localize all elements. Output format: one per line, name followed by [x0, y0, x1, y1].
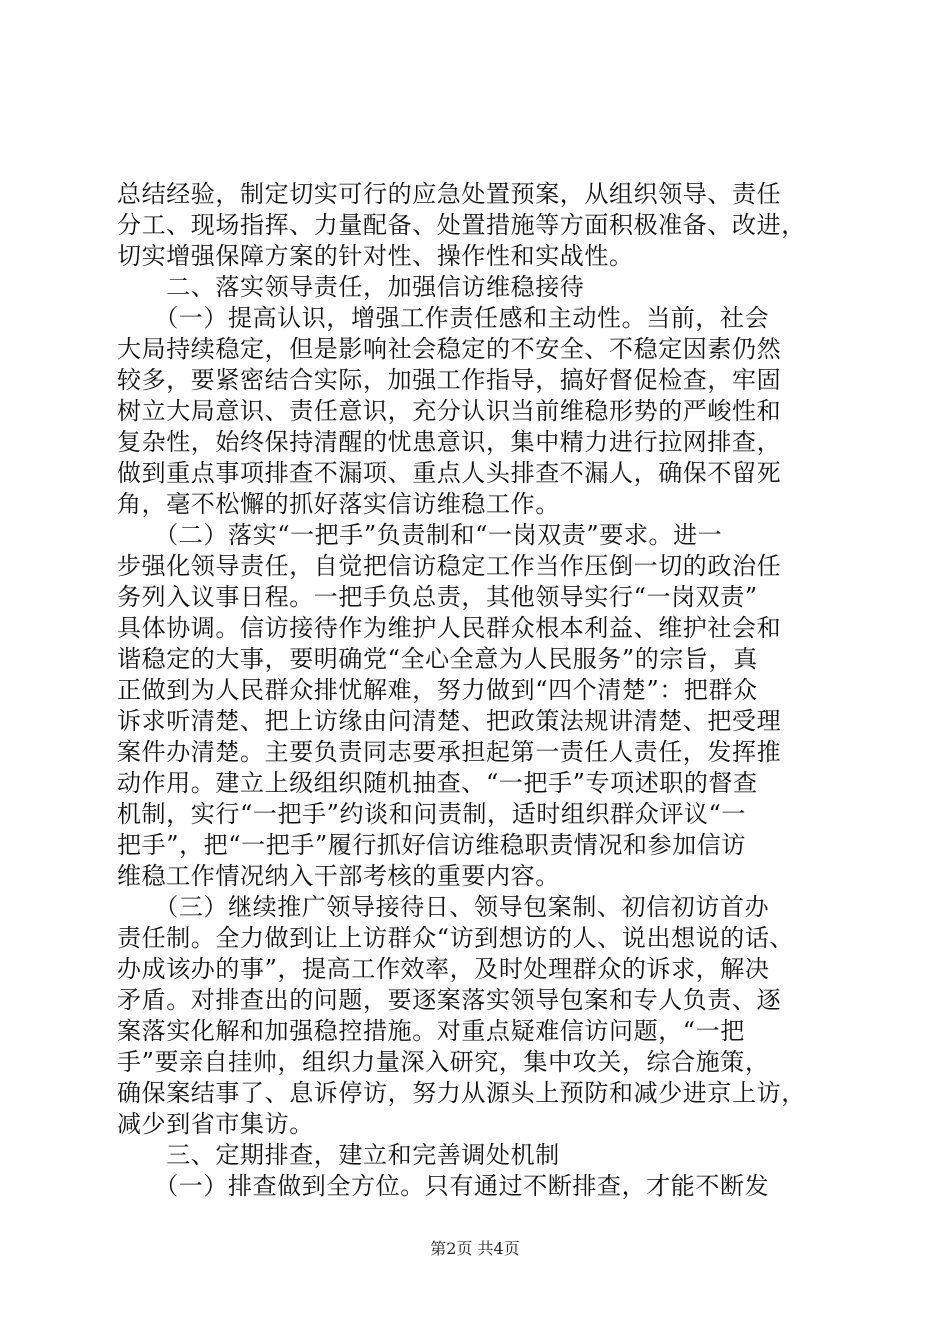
text-line: 树立大局意识、责任意识，充分认识当前维稳形势的严峻性和	[117, 397, 782, 425]
text-line: 矛盾。对排查出的问题，要逐案落实领导包案和专人负责、逐	[117, 986, 782, 1014]
text-line: 具体协调。信访接待作为维护人民群众根本利益、维护社会和	[117, 614, 782, 642]
text-line: 较多，要紧密结合实际，加强工作指导，搞好督促检查，牢固	[117, 366, 782, 394]
section-heading: 二、落实领导责任，加强信访维稳接待	[117, 273, 585, 301]
text-line: 做到重点事项排查不漏项、重点人头排查不漏人，确保不留死	[117, 459, 782, 487]
text-line: 总结经验，制定切实可行的应急处置预案，从组织领导、责任	[117, 180, 782, 208]
text-line: （二）落实“一把手”负责制和“一岗双责”要求。进一	[117, 521, 723, 549]
text-line: （一）提高认识，增强工作责任感和主动性。当前，社会	[117, 304, 770, 332]
text-line: 案落实化解和加强稳控措施。对重点疑难信访问题，“一把	[117, 1017, 745, 1045]
page-number-footer: 第2页 共4页	[430, 1239, 520, 1258]
text-line: 复杂性，始终保持清醒的忧患意识，集中精力进行拉网排查，	[117, 428, 782, 456]
text-line: 动作用。建立上级组织随机抽查、“一把手”专项述职的督查	[117, 769, 758, 797]
section-heading: 三、定期排查，建立和完善调处机制	[117, 1141, 560, 1169]
text-line: 分工、现场指挥、力量配备、处置措施等方面积极准备、改进，	[117, 211, 806, 239]
text-line: （三）继续推广领导接待日、领导包案制、初信初访首办	[117, 893, 770, 921]
text-line: 办成该办的事”，提高工作效率，及时处理群众的诉求，解决	[117, 955, 770, 983]
text-line: 谐稳定的大事，要明确党“全心全意为人民服务”的宗旨，真	[117, 645, 758, 673]
text-line: 把手”，把“一把手”履行抓好信访维稳职责情况和参加信访	[117, 831, 747, 859]
text-line: 案件办清楚。主要负责同志要承担起第一责任人责任，发挥推	[117, 738, 782, 766]
text-line: 手”要亲自挂帅，组织力量深入研究，集中攻关，综合施策，	[117, 1048, 770, 1076]
text-line: 务列入议事日程。一把手负总责，其他领导实行“一岗双责”	[117, 583, 758, 611]
text-line: 正做到为人民群众排忧解难，努力做到“四个清楚”：把群众	[117, 676, 758, 704]
text-line: 机制，实行“一把手”约谈和问责制，适时组织群众评议“一	[117, 800, 747, 828]
text-line: 大局持续稳定，但是影响社会稳定的不安全、不稳定因素仍然	[117, 335, 782, 363]
text-line: （一）排查做到全方位。只有通过不断排查，才能不断发	[117, 1172, 770, 1200]
text-line: 诉求听清楚、把上访缘由问清楚、把政策法规讲清楚、把受理	[117, 707, 782, 735]
text-line: 维稳工作情况纳入干部考核的重要内容。	[117, 862, 560, 890]
text-line: 减少到省市集访。	[117, 1110, 314, 1138]
text-line: 责任制。全力做到让上访群众“访到想访的人、说出想说的话、	[117, 924, 795, 952]
text-line: 确保案结事了、息诉停访，努力从源头上预防和减少进京上访，	[117, 1079, 806, 1107]
text-line: 角，毫不松懈的抓好落实信访维稳工作。	[117, 490, 560, 518]
text-line: 步强化领导责任，自觉把信访稳定工作当作压倒一切的政治任	[117, 552, 782, 580]
text-line: 切实增强保障方案的针对性、操作性和实战性。	[117, 242, 634, 270]
